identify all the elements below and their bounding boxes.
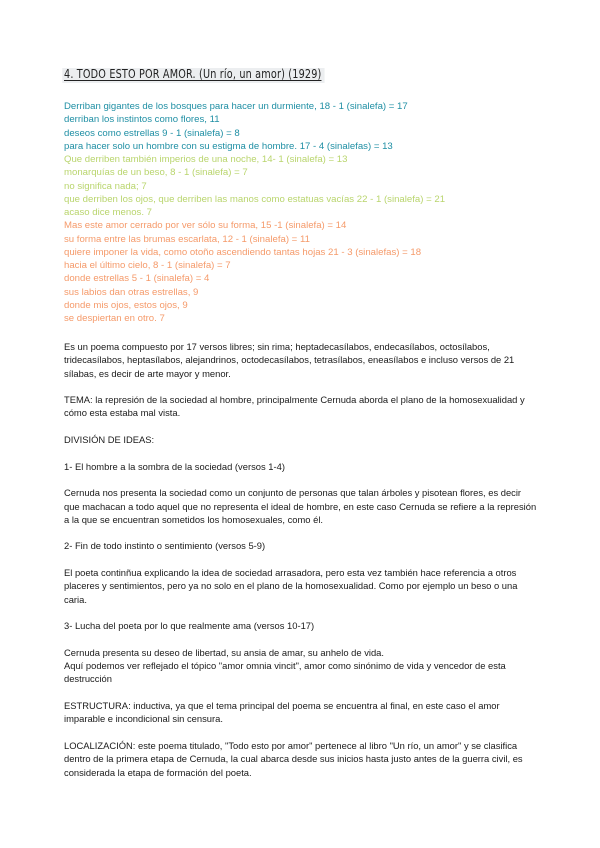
poem-verse: no significa nada; 7 bbox=[64, 180, 147, 192]
idea-2-heading: 2- Fin de todo instinto o sentimiento (versos 5-9) bbox=[64, 540, 266, 552]
theme-paragraph: TEMA: la represión de la sociedad al hombre, principalmente Cernuda aborda el plano de la homosexualidad y cómo esta estaba mal vista. bbox=[64, 394, 525, 419]
metrics-paragraph: Es un poema compuesto por 17 versos libres; sin rima; heptadecasílabos, endecasílabos, octosílabos, tridecasílabos, heptasílabos, alejandrinos, octodecasílabos, tetrasílabos, eneasílabos e incluso versos de 21 sílabas, es decir de arte mayor y menor. bbox=[64, 341, 515, 379]
poem-verse: Que derriben también imperios de una noche, 14- 1 (sinalefa) = 13 bbox=[64, 154, 348, 165]
poem-verse: su forma entre las brumas escarlata, 12 - 1 (sinalefa) = 11 bbox=[64, 233, 310, 245]
poem-verse: hacia el último cielo, 8 - 1 (sinalefa) = 7 bbox=[64, 260, 231, 271]
poem-verse: derriban los instintos como flores, 11 bbox=[64, 114, 220, 126]
poem-verse: se despiertan en otro. 7 bbox=[64, 313, 165, 324]
poem-verse: que derriben los ojos, que derriben las manos como estatuas vacías 22 - 1 (sinalefa) = 21 bbox=[64, 193, 446, 205]
idea-1-paragraph: Cernuda nos presenta la sociedad como un conjunto de personas que talan árboles y pisotean flores, es decir que machacan a todo aquel que no representa el ideal de hombre, en este caso Cernuda se refiere a la represión a la que se encuentran sometidos los homosexuales, como él. bbox=[64, 487, 537, 525]
section-title: 4. TODO ESTO POR AMOR. (Un río, un amor) (1929) bbox=[64, 66, 322, 81]
analysis bbox=[64, 340, 539, 792]
poem bbox=[64, 100, 564, 325]
poem-verse: quiere imponer la vida, como otoño ascendiendo tantas hojas 21 - 3 (sinalefas) = 18 bbox=[64, 246, 422, 258]
structure-paragraph: ESTRUCTURA: inductiva, ya que el tema principal del poema se encuentra al final, en este caso el amor imparable e incondicional sin censura. bbox=[64, 700, 500, 725]
location-paragraph: LOCALIZACIÓN: este poema titulado, "Todo esto por amor" pertenece al libro "Un río, un amor" y se clasifica dentro de la primera etapa de Cernuda, la cual abarca desde sus inicios hasta justo antes de la guerra civil, es considerada la etapa de formación del poeta. bbox=[64, 739, 523, 778]
poem-verse: para hacer solo un hombre con su estigma de hombre. 17 - 4 (sinalefas) = 13 bbox=[64, 140, 393, 152]
idea-2-paragraph: El poeta continñua explicando la idea de sociedad arrasadora, pero esta vez también hace referencia a otros placeres y sentimientos, pero ya no solo en el plano de la homosexualidad. Como por ejemplo un beso o una caria. bbox=[64, 567, 518, 605]
poem-verse: donde mis ojos, estos ojos, 9 bbox=[64, 299, 188, 311]
poem-verse: Derriban gigantes de los bosques para hacer un durmiente, 18 - 1 (sinalefa) = 17 bbox=[64, 101, 408, 112]
poem-verse: acaso dice menos. 7 bbox=[64, 207, 152, 218]
idea-1-heading: 1- El hombre a la sombra de la sociedad (versos 1-4) bbox=[64, 460, 285, 472]
ideas-heading: DIVISIÓN DE IDEAS: bbox=[64, 434, 155, 446]
idea-3-heading: 3- Lucha del poeta por lo que realmente ama (versos 10-17) bbox=[64, 620, 315, 632]
poem-verse: Mas este amor cerrado por ver sólo su forma, 15 -1 (sinalefa) = 14 bbox=[64, 220, 347, 232]
poem-verse: donde estrellas 5 - 1 (sinalefa) = 4 bbox=[64, 273, 210, 285]
idea-3-paragraph: Cernuda presenta su deseo de libertad, su ansia de amar, su anhelo de vida. bbox=[64, 646, 385, 658]
idea-3-paragraph-cont: Aquí podemos ver reflejado el tópico "amor omnia vincit", amor como sinónimo de vida y vencedor de esta destrucción bbox=[64, 660, 506, 685]
poem-verse: monarquías de un beso, 8 - 1 (sinalefa) = 7 bbox=[64, 167, 248, 179]
poem-verse: sus labios dan otras estrellas, 9 bbox=[64, 286, 199, 298]
poem-verse: deseos como estrellas 9 - 1 (sinalefa) = 8 bbox=[64, 127, 240, 139]
